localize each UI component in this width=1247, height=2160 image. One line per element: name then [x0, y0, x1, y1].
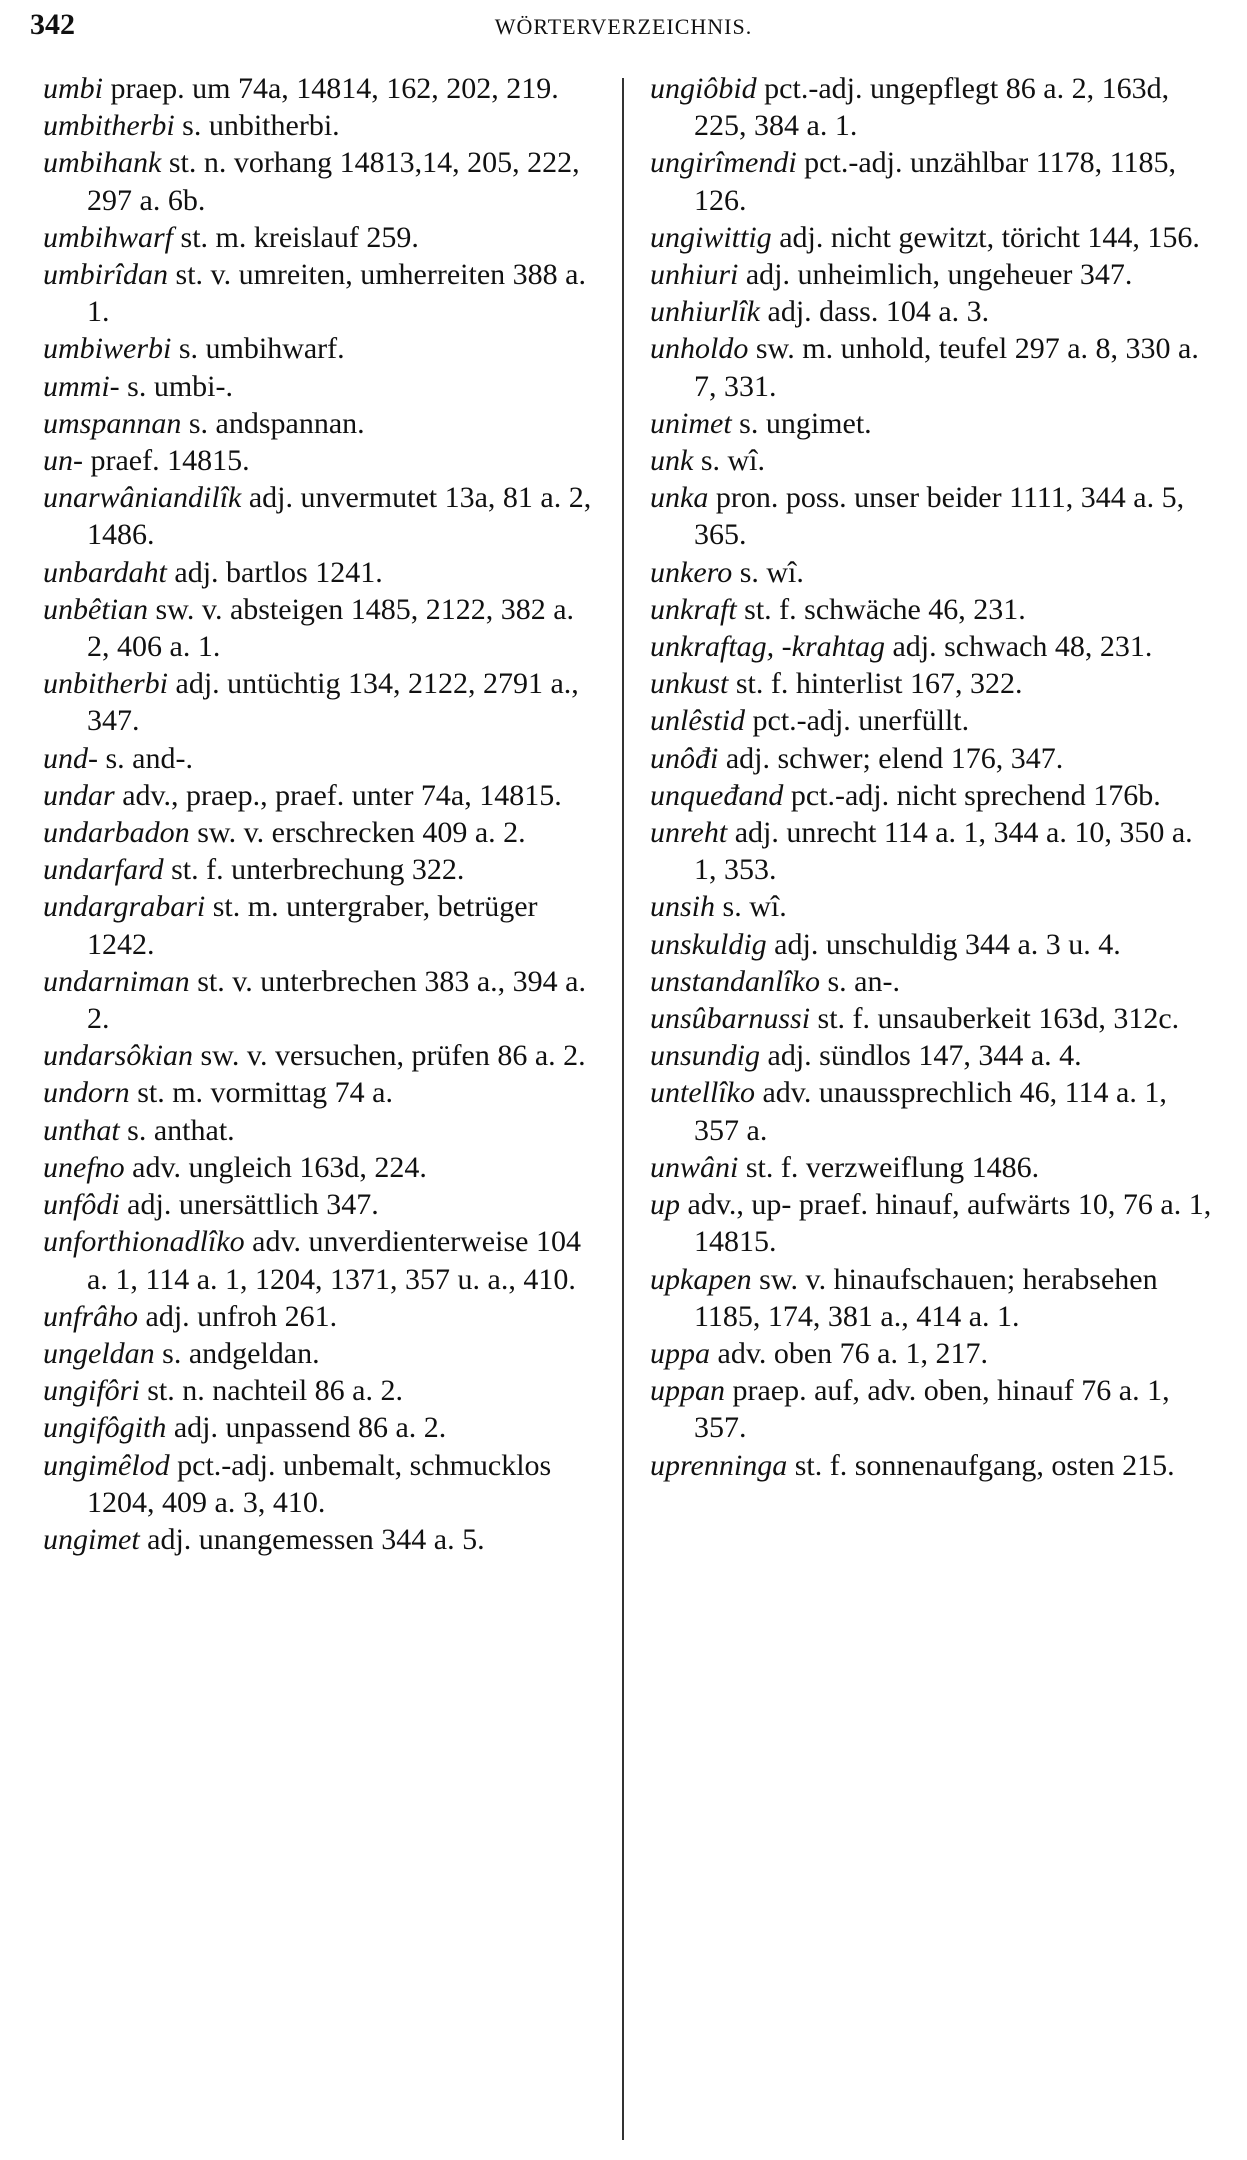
- headword: ungiôbid: [650, 72, 757, 105]
- entry-text: adj. sündlos 147, 344 a. 4.: [760, 1039, 1082, 1073]
- headword: unholdo: [650, 332, 749, 366]
- dictionary-entry: [43, 405, 603, 442]
- entry-text: st. f. verzweiflung 1486.: [738, 1150, 1040, 1184]
- entry-text: st. f. unsauberkeit 163d, 312c.: [810, 1002, 1180, 1036]
- dictionary-entry: [650, 479, 1215, 553]
- headword: unlêstid: [650, 704, 745, 738]
- dictionary-entry: [650, 777, 1215, 814]
- entry-text: praef. 14815.: [83, 444, 250, 478]
- dictionary-entry: [43, 1372, 603, 1409]
- dictionary-entry: [43, 1074, 603, 1111]
- dictionary-entry: [43, 368, 603, 405]
- entry-text: sw. v. hinaufschauen; herabsehen 1185, 174, 381 a., 414 a. 1.: [694, 1262, 1158, 1333]
- dictionary-entry: [43, 479, 603, 553]
- page-header: [30, 4, 1217, 44]
- entry-text: pct.-adj. unzählbar 1178, 1185, 126.: [694, 146, 1177, 217]
- headword: uprenninga: [650, 1448, 788, 1482]
- entry-text: pct.-adj. ungepflegt 86 a. 2, 163d, 225, 384 a. 1.: [694, 72, 1170, 143]
- dictionary-entry: [43, 851, 603, 888]
- entry-text: st. f. unterbrechung 322.: [163, 853, 465, 887]
- dictionary-entry: [650, 1335, 1215, 1372]
- dictionary-entry: [650, 70, 1215, 144]
- entry-text: s. anthat.: [119, 1113, 235, 1147]
- headword: unfôdi: [43, 1188, 120, 1222]
- dictionary-entry: [650, 144, 1215, 218]
- headword: umbiwerbi: [43, 332, 172, 366]
- dictionary-entry: [43, 330, 603, 367]
- dictionary-entry: [43, 1335, 603, 1372]
- entry-text: pct.-adj. unbemalt, schmucklos 1204, 409 a. 3, 410.: [87, 1448, 552, 1519]
- dictionary-entry: [43, 1409, 603, 1446]
- headword: unhiurlîk: [650, 295, 760, 329]
- entry-text: pct.-adj. nicht sprechend 176b.: [783, 778, 1161, 812]
- dictionary-entry: [650, 554, 1215, 591]
- headword: ungiwittig: [650, 220, 772, 254]
- dictionary-entry: [43, 1037, 603, 1074]
- dictionary-entry: [43, 1223, 603, 1297]
- entry-text: adj. unrecht 114 a. 1, 344 a. 10, 350 a. 1, 353.: [694, 816, 1193, 887]
- dictionary-entry: [43, 1186, 603, 1223]
- dictionary-entry: [650, 628, 1215, 665]
- dictionary-entry: [43, 1149, 603, 1186]
- dictionary-entry: [650, 1037, 1215, 1074]
- dictionary-entry: [650, 963, 1215, 1000]
- entry-text: st. m. vormittag 74 a.: [129, 1076, 393, 1110]
- entry-text: adj. unschuldig 344 a. 3 u. 4.: [766, 927, 1121, 961]
- headword: umbihank: [43, 146, 162, 180]
- headword: unstandanlîko: [650, 964, 820, 998]
- column-divider: [622, 78, 624, 2140]
- headword: unfrâho: [43, 1299, 139, 1333]
- entry-text: praep. auf, adv. oben, hinauf 76 a. 1, 357.: [694, 1374, 1170, 1445]
- dictionary-entry: [43, 814, 603, 851]
- headword: ungirîmendi: [650, 146, 797, 180]
- headword: undorn: [43, 1076, 130, 1110]
- entry-text: adj. unfroh 261.: [138, 1299, 338, 1333]
- entry-text: st. n. vorhang 14813,14, 205, 222, 297 a. 6b.: [87, 146, 580, 217]
- dictionary-entry: [650, 442, 1215, 479]
- headword: unhiuri: [650, 258, 739, 292]
- running-head: WÖRTERVERZEICHNIS.: [494, 14, 753, 39]
- dictionary-entry: [650, 702, 1215, 739]
- headword: undargrabari: [43, 890, 206, 924]
- dictionary-entry: [43, 963, 603, 1037]
- entry-text: st. m. untergraber, betrüger 1242.: [87, 890, 538, 961]
- entry-text: st. v. umreiten, umherreiten 388 a. 1.: [87, 258, 586, 329]
- entry-text: s. an-.: [820, 964, 900, 998]
- headword: unforthionadlîko: [43, 1225, 245, 1259]
- entry-text: adv. oben 76 a. 1, 217.: [710, 1336, 988, 1370]
- headword: unkraft: [650, 592, 737, 626]
- headword: uppan: [650, 1374, 725, 1408]
- entry-text: s. wî.: [732, 555, 804, 589]
- headword: unsûbarnussi: [650, 1002, 811, 1036]
- dictionary-entry: [650, 591, 1215, 628]
- entry-text: s. andspannan.: [181, 406, 365, 440]
- entry-text: pct.-adj. unerfüllt.: [745, 704, 970, 738]
- headword: unskuldig: [650, 927, 767, 961]
- dictionary-entry: [650, 219, 1215, 256]
- dictionary-entry: [650, 1261, 1215, 1335]
- dictionary-entry: [650, 1149, 1215, 1186]
- headword: unimet: [650, 406, 732, 440]
- dictionary-entry: [43, 1447, 603, 1521]
- entry-text: st. m. kreislauf 259.: [173, 220, 419, 254]
- dictionary-entry: [43, 665, 603, 739]
- entry-text: praep. um 74a, 14814, 162, 202, 219.: [103, 72, 559, 105]
- entry-text: sw. m. unhold, teufel 297 a. 8, 330 a. 7, 331.: [694, 332, 1199, 403]
- entry-text: adj. bartlos 1241.: [166, 555, 383, 589]
- dictionary-entry: [43, 1521, 603, 1558]
- entry-text: s. andgeldan.: [154, 1336, 320, 1370]
- dictionary-entry: [650, 926, 1215, 963]
- entry-text: st. f. sonnenaufgang, osten 215.: [787, 1448, 1175, 1482]
- headword: und-: [43, 741, 98, 775]
- headword: unsundig: [650, 1039, 761, 1073]
- headword: undarniman: [43, 964, 190, 998]
- headword: unk: [650, 444, 694, 478]
- entry-text: adj. untüchtig 134, 2122, 2791 a., 347.: [87, 667, 579, 738]
- page-number: 342: [30, 8, 75, 41]
- entry-text: adj. schwach 48, 231.: [884, 630, 1153, 664]
- dictionary-entry: [43, 70, 603, 107]
- entry-text: adj. unpassend 86 a. 2.: [166, 1411, 447, 1445]
- dictionary-entry: [43, 219, 603, 256]
- left-column: [43, 70, 603, 1558]
- headword: upkapen: [650, 1262, 752, 1296]
- dictionary-entry: [650, 1074, 1215, 1148]
- dictionary-entry: [650, 1447, 1215, 1484]
- entry-text: st. f. schwäche 46, 231.: [736, 592, 1026, 626]
- headword: unthat: [43, 1113, 120, 1147]
- headword: unka: [650, 481, 709, 515]
- dictionary-entry: [650, 1000, 1215, 1037]
- headword: undarsôkian: [43, 1039, 193, 1073]
- headword: unwâni: [650, 1150, 739, 1184]
- entry-text: sw. v. versuchen, prüfen 86 a. 2.: [193, 1039, 586, 1073]
- headword: unbardaht: [43, 555, 167, 589]
- dictionary-entry: [43, 144, 603, 218]
- dictionary-entry: [650, 293, 1215, 330]
- entry-text: st. n. nachteil 86 a. 2.: [139, 1374, 403, 1408]
- headword: unbitherbi: [43, 667, 168, 701]
- entry-text: s. umbi-.: [119, 369, 233, 403]
- headword: undarfard: [43, 853, 164, 887]
- headword: unkero: [650, 555, 733, 589]
- right-column: [650, 70, 1215, 1484]
- entry-text: adj. unheimlich, ungeheuer 347.: [738, 258, 1133, 292]
- entry-text: st. f. hinterlist 167, 322.: [728, 667, 1023, 701]
- headword: undar: [43, 778, 115, 812]
- entry-text: s. wî.: [715, 890, 787, 924]
- entry-text: adv. ungleich 163d, 224.: [124, 1150, 427, 1184]
- entry-text: adj. unvermutet 13a, 81 a. 2, 1486.: [87, 481, 592, 552]
- headword: untellîko: [650, 1076, 755, 1110]
- entry-text: adv. unverdienterweise 104 a. 1, 114 a. 1, 1204, 1371, 357 u. a., 410.: [87, 1225, 581, 1296]
- headword: unôđi: [650, 741, 719, 775]
- dictionary-entry: [650, 330, 1215, 404]
- entry-text: adj. unangemessen 344 a. 5.: [139, 1522, 485, 1556]
- headword: unqueđand: [650, 778, 784, 812]
- headword: undarbadon: [43, 816, 190, 850]
- dictionary-entry: [43, 1112, 603, 1149]
- headword: un-: [43, 444, 83, 478]
- dictionary-entry: [43, 740, 603, 777]
- dictionary-entry: [43, 777, 603, 814]
- entry-text: adj. dass. 104 a. 3.: [760, 295, 990, 329]
- headword: unkraftag, -krahtag: [650, 630, 885, 664]
- headword: unsih: [650, 890, 716, 924]
- headword: unreht: [650, 816, 728, 850]
- entry-text: sw. v. erschrecken 409 a. 2.: [189, 816, 526, 850]
- entry-text: s. ungimet.: [731, 406, 872, 440]
- entry-text: adj. nicht gewitzt, töricht 144, 156.: [771, 220, 1200, 254]
- headword: ungifôgith: [43, 1411, 167, 1445]
- headword: ungimêlod: [43, 1448, 170, 1482]
- dictionary-entry: [650, 665, 1215, 702]
- entry-text: adv., praep., praef. unter 74a, 14815.: [114, 778, 562, 812]
- entry-text: st. v. unterbrechen 383 a., 394 a. 2.: [87, 964, 586, 1036]
- entry-text: adv., up- praef. hinauf, aufwärts 10, 76 a. 1, 14815.: [680, 1188, 1212, 1259]
- entry-text: sw. v. absteigen 1485, 2122, 382 a. 2, 406 a. 1.: [87, 592, 575, 664]
- headword: ummi-: [43, 369, 120, 403]
- dictionary-entry: [650, 1186, 1215, 1260]
- headword: unarwâniandilîk: [43, 481, 242, 515]
- dictionary-entry: [650, 256, 1215, 293]
- entry-text: s. wî.: [693, 444, 766, 478]
- headword: ungimet: [43, 1522, 140, 1556]
- headword: ungifôri: [43, 1374, 140, 1408]
- dictionary-entry: [43, 1298, 603, 1335]
- dictionary-entry: [43, 107, 603, 144]
- entry-text: pron. poss. unser beider 1111, 344 a. 5, 365.: [694, 481, 1185, 552]
- headword: umbi: [43, 72, 103, 105]
- headword: umbirîdan: [43, 258, 169, 292]
- entry-text: s. umbihwarf.: [171, 332, 345, 366]
- headword: umbitherbi: [43, 109, 175, 143]
- dictionary-entry: [43, 256, 603, 330]
- headword: unefno: [43, 1150, 125, 1184]
- entry-text: s. and-.: [98, 741, 193, 775]
- headword: unbêtian: [43, 592, 148, 626]
- entry-text: s. unbitherbi.: [174, 109, 340, 143]
- dictionary-entry: [650, 1372, 1215, 1446]
- headword: up: [650, 1188, 680, 1222]
- headword: unkust: [650, 667, 729, 701]
- dictionary-entry: [650, 740, 1215, 777]
- dictionary-entry: [43, 442, 603, 479]
- dictionary-entry: [43, 554, 603, 591]
- headword: uppa: [650, 1336, 710, 1370]
- dictionary-entry: [43, 591, 603, 665]
- dictionary-entry: [43, 888, 603, 962]
- dictionary-entry: [650, 888, 1215, 925]
- entry-text: adj. unersättlich 347.: [119, 1188, 379, 1222]
- entry-text: adv. unaussprechlich 46, 114 a. 1, 357 a.: [694, 1076, 1167, 1147]
- dictionary-entry: [650, 814, 1215, 888]
- dictionary-entry: [650, 405, 1215, 442]
- entry-text: adj. schwer; elend 176, 347.: [718, 741, 1064, 775]
- headword: umspannan: [43, 406, 182, 440]
- headword: umbihwarf: [43, 220, 174, 254]
- headword: ungeldan: [43, 1336, 155, 1370]
